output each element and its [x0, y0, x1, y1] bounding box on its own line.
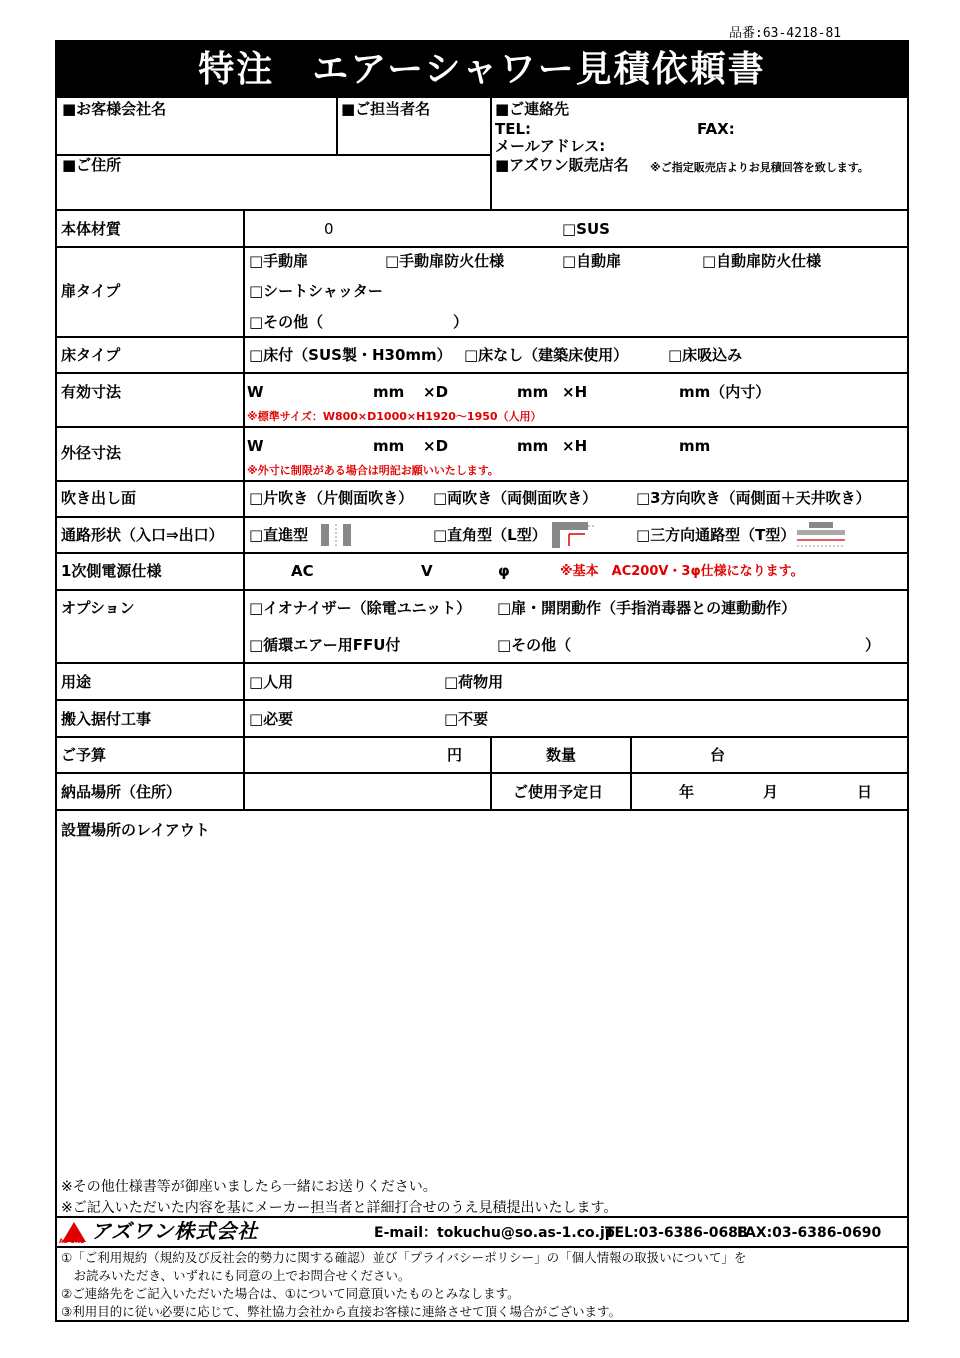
- effective-h: ×H: [562, 383, 588, 401]
- outer-mm1: mm: [373, 437, 405, 455]
- divider: [57, 516, 907, 518]
- date-month: 月: [763, 783, 779, 801]
- divider: [57, 552, 907, 554]
- divider: [490, 736, 492, 809]
- door-auto-checkbox[interactable]: □自動扉: [562, 252, 622, 270]
- layout-label: 設置場所のレイアウト: [61, 821, 210, 839]
- option-ionizer-checkbox[interactable]: □イオナイザー（除電ユニット）: [249, 599, 472, 617]
- outer-d: ×D: [423, 437, 449, 455]
- company-logo: アズワン株式会社: [91, 1219, 259, 1243]
- contact-person-label: ■ご担当者名: [341, 100, 431, 118]
- floor-sus-checkbox[interactable]: □床付（SUS製・H30mm）: [249, 346, 452, 364]
- option-other-checkbox[interactable]: □その他（: [497, 636, 572, 654]
- effective-mm2: mm: [517, 383, 549, 401]
- door-auto-fire-checkbox[interactable]: □自動扉防火仕様: [702, 252, 822, 270]
- floor-none-checkbox[interactable]: □床なし（建築床使用）: [464, 346, 629, 364]
- floor-suction-checkbox[interactable]: □床吸込み: [668, 346, 743, 364]
- usage-date-label: ご使用予定日: [513, 783, 604, 801]
- option-ffu-checkbox[interactable]: □循環エアー用FFU付: [249, 636, 401, 654]
- company-email: E-mail：tokuchu@so.as-1.co.jp: [374, 1225, 615, 1241]
- footer-line-1: ①「ご利用規約（規約及び反社会的勢力に関する確認）並び「プライバシーポリシー」の「個人情報の取扱いについて」を: [61, 1250, 747, 1265]
- door-other-close: ）: [453, 313, 469, 331]
- effective-mm1: mm: [373, 383, 405, 401]
- address-label: ■ご住所: [62, 156, 122, 174]
- divider: [57, 662, 907, 664]
- divider: [57, 699, 907, 701]
- path-straight-checkbox[interactable]: □直進型: [249, 526, 309, 544]
- outer-h: ×H: [562, 437, 588, 455]
- door-manual-fire-checkbox[interactable]: □手動扉防火仕様: [385, 252, 505, 270]
- effective-note: ※標準サイズ：W800×D1000×H1920～1950（人用）: [247, 410, 542, 423]
- outer-mm2: mm: [517, 437, 549, 455]
- outer-w: W: [247, 437, 264, 455]
- footer-line-3: ②ご連絡先をご記入いただいた場合は、①について同意頂いたものとみなします。: [61, 1286, 520, 1301]
- footer-line-4: ③利用目的に従い必要に応じて、弊社協力会社から直接お客様に連絡させて頂く場合がございます。: [61, 1304, 621, 1319]
- divider: [57, 336, 907, 338]
- effective-d: ×D: [423, 383, 449, 401]
- logo-small-text: AS ONE: [59, 1238, 85, 1245]
- footer-line-2: お読みいただき、いずれにも同意の上でお問合せください。: [61, 1268, 411, 1283]
- door-label: 扉タイプ: [61, 282, 121, 300]
- divider: [57, 246, 907, 248]
- divider: [57, 809, 907, 811]
- power-label: 1次側電源仕様: [61, 562, 162, 580]
- option-label: オプション: [61, 599, 135, 617]
- path-t-shape-checkbox[interactable]: □三方向通路型（T型）: [636, 526, 796, 544]
- company-tel: TEL:03-6386-0688: [605, 1225, 748, 1241]
- dealer-note: ※ご指定販売店よりお見積回答を致します。: [650, 161, 869, 174]
- l-path-diagram-icon: [551, 520, 595, 550]
- straight-path-diagram-icon: [319, 522, 355, 548]
- contact-info-label: ■ご連絡先: [495, 100, 570, 118]
- usage-person-checkbox[interactable]: □人用: [249, 673, 294, 691]
- divider: [490, 98, 492, 209]
- power-ac: AC: [291, 562, 314, 580]
- door-other-checkbox[interactable]: □その他（: [249, 313, 324, 331]
- power-note: ※基本 AC200V・3φ仕様になります。: [560, 564, 804, 579]
- customer-company-label: ■お客様会社名: [62, 100, 167, 118]
- dealer-label: ■アズワン販売店名: [495, 156, 629, 174]
- effective-size-label: 有効寸法: [61, 383, 122, 401]
- effective-w: W: [247, 383, 264, 401]
- option-other-close: ）: [865, 636, 881, 654]
- usage-label: 用途: [61, 673, 92, 691]
- divider: [57, 154, 492, 156]
- divider: [630, 736, 632, 809]
- t-path-diagram-icon: [795, 520, 849, 550]
- material-sus-checkbox[interactable]: □SUS: [562, 220, 610, 238]
- outer-note: ※外寸に制限がある場合は明記お願いいたします。: [247, 464, 499, 477]
- blow-label: 吹き出し面: [61, 489, 137, 507]
- usage-cargo-checkbox[interactable]: □荷物用: [444, 673, 504, 691]
- divider: [336, 98, 338, 154]
- delivery-label: 納品場所（住所）: [61, 783, 182, 801]
- outer-mm3: mm: [679, 437, 711, 455]
- material-value: 0: [324, 220, 334, 238]
- divider: [57, 736, 907, 738]
- fax-label: FAX:: [697, 120, 735, 138]
- option-door-linked-checkbox[interactable]: □扉・開閉動作（手指消毒器との連動動作）: [497, 599, 797, 617]
- divider: [243, 209, 245, 809]
- effective-mm3: mm（内寸）: [679, 383, 771, 401]
- install-not-needed-checkbox[interactable]: □不要: [444, 710, 489, 728]
- blow-double-checkbox[interactable]: □両吹き（両側面吹き）: [433, 489, 598, 507]
- quote-form: [55, 40, 909, 1322]
- divider: [57, 209, 907, 211]
- blow-single-checkbox[interactable]: □片吹き（片側面吹き）: [249, 489, 414, 507]
- quantity-unit: 台: [710, 746, 726, 764]
- divider: [57, 372, 907, 374]
- note-line-2: ※ご記入いただいた内容を基にメーカー担当者と詳細打合せのうえ見積提出いたします。: [61, 1200, 618, 1216]
- date-day: 日: [857, 783, 873, 801]
- form-title: 特注 エアーシャワー見積依頼書: [57, 42, 907, 98]
- part-number: 品番:63-4218-81: [729, 26, 842, 41]
- power-v: V: [421, 562, 433, 580]
- date-year: 年: [679, 783, 695, 801]
- divider: [57, 589, 907, 591]
- door-sheet-shutter-checkbox[interactable]: □シートシャッター: [249, 282, 383, 300]
- divider: [57, 772, 907, 774]
- install-label: 搬入据付工事: [61, 710, 152, 728]
- quantity-label: 数量: [546, 746, 577, 764]
- blow-triple-checkbox[interactable]: □3方向吹き（両側面＋天井吹き）: [636, 489, 871, 507]
- path-right-angle-checkbox[interactable]: □直角型（L型）: [433, 526, 547, 544]
- budget-yen: 円: [447, 746, 463, 764]
- tel-label: TEL:: [495, 120, 532, 138]
- budget-label: ご予算: [61, 746, 107, 764]
- note-line-1: ※その他仕様書等が御座いましたら一緒にお送りください。: [61, 1179, 437, 1195]
- divider: [57, 1246, 907, 1248]
- material-label: 本体材質: [61, 220, 122, 238]
- door-manual-checkbox[interactable]: □手動扉: [249, 252, 309, 270]
- email-label: メールアドレス:: [495, 137, 606, 155]
- floor-label: 床タイプ: [61, 346, 121, 364]
- power-phi: φ: [498, 562, 510, 580]
- company-fax: FAX:03-6386-0690: [737, 1225, 882, 1241]
- outer-size-label: 外径寸法: [61, 444, 122, 462]
- install-needed-checkbox[interactable]: □必要: [249, 710, 294, 728]
- path-label: 通路形状（入口⇒出口）: [61, 526, 224, 544]
- divider: [57, 480, 907, 482]
- divider: [57, 426, 907, 428]
